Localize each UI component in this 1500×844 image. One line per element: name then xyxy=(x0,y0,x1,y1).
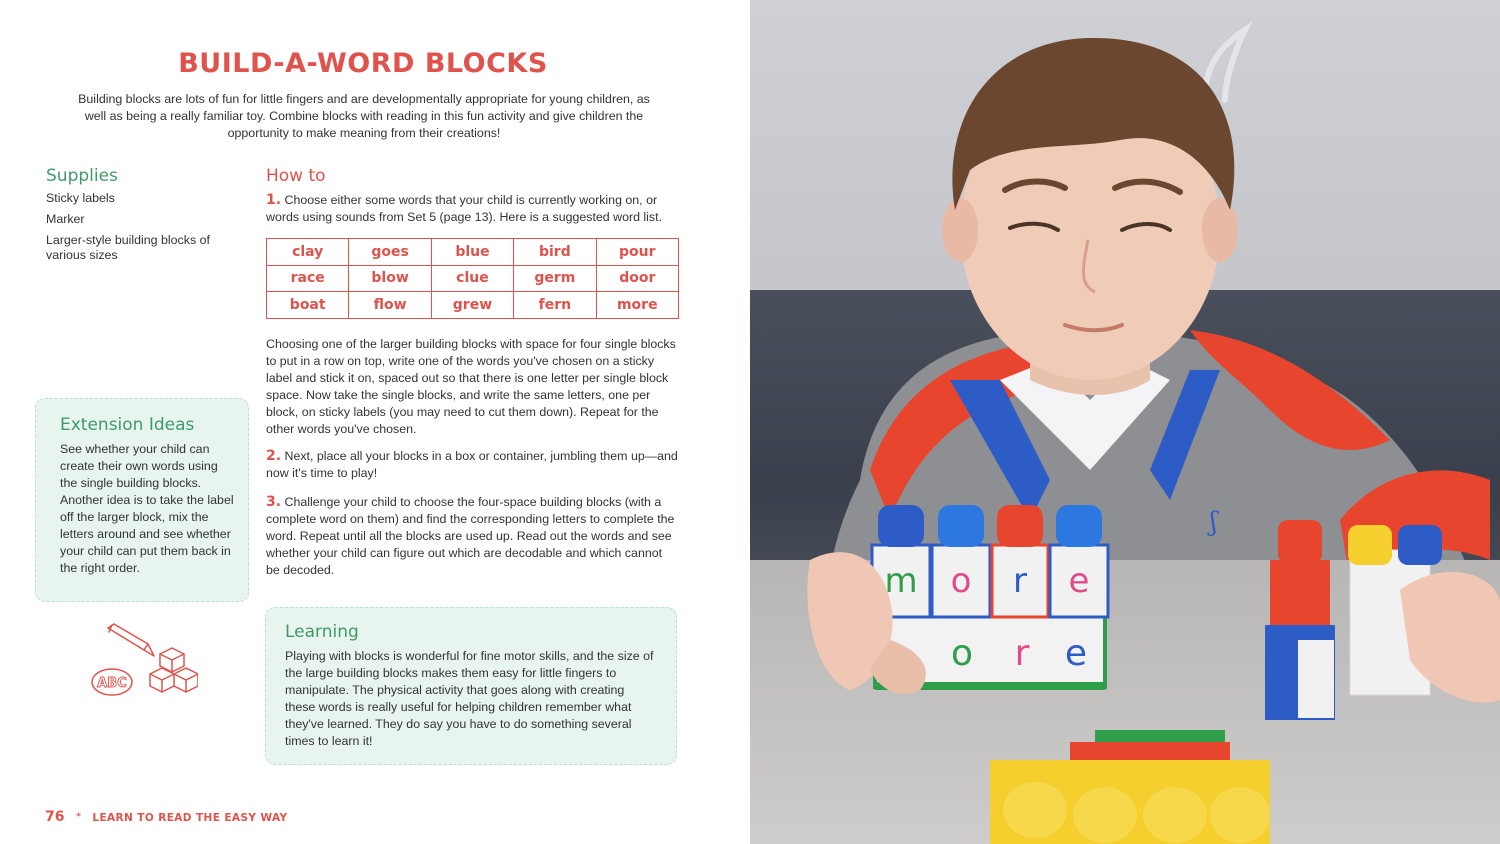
table-row xyxy=(267,239,679,266)
block-letter: r xyxy=(1014,633,1030,674)
block-letter: e xyxy=(1064,633,1088,674)
page-footer xyxy=(45,806,288,825)
word-cell: blow xyxy=(349,265,431,292)
word-cell: flow xyxy=(349,292,431,319)
supplies-heading: Supplies xyxy=(46,166,118,186)
block-letter: e xyxy=(1068,561,1090,601)
step-text: Next, place all your blocks in a box or container, jumbling them up—and now it's time to play! xyxy=(266,449,678,480)
step-3 xyxy=(266,494,678,579)
howto-heading: How to xyxy=(266,166,326,186)
word-cell: fern xyxy=(514,292,596,319)
block-letter: o xyxy=(950,633,974,674)
intro-paragraph: Building blocks are lots of fun for little fingers and are developmentally appropriate for young children, as well as being a really familiar toy. Combine blocks with reading in this fun activity and give children the opportunity to make meaning from their creations! xyxy=(78,92,650,140)
pen-and-blocks-doodle-icon xyxy=(88,620,198,700)
word-cell: door xyxy=(596,265,678,292)
photo-page xyxy=(750,0,1500,844)
table-row xyxy=(267,265,679,292)
page-title: BUILD-A-WORD BLOCKS xyxy=(178,48,548,79)
step-text: Challenge your child to choose the four-space building blocks (with a complete word on them) and find the corresponding letters to complete the word. Repeat until all the blocks are used up. Read out the words and see whether your child can figure out which are decodable and which cannot be decoded. xyxy=(266,495,675,577)
word-cell: pour xyxy=(596,239,678,266)
supply-item: Larger-style building blocks of various sizes xyxy=(46,233,210,262)
footer-star-icon: * xyxy=(76,812,81,822)
supply-item: Marker xyxy=(46,212,85,226)
step-number: 1. xyxy=(266,192,282,208)
word-cell: bird xyxy=(514,239,596,266)
howto-section xyxy=(266,166,678,319)
block-letter: o xyxy=(950,561,972,601)
word-cell: race xyxy=(267,265,349,292)
blocks-illustration xyxy=(750,0,1500,844)
page-number: 76 xyxy=(45,809,65,825)
word-cell: boat xyxy=(267,292,349,319)
word-list-table xyxy=(266,238,679,319)
blocks-paragraph: Choosing one of the larger building blocks with space for four single blocks to put in a row on top, write one of the words you've chosen on a sticky label and stick it on, spaced out so that there is one letter per single block space. Now take the single blocks, and write the same letters, one per block, on sticky labels (you may need to cut them down). Repeat for the other words you've chosen. xyxy=(266,337,676,436)
table-row xyxy=(267,292,679,319)
word-cell: goes xyxy=(349,239,431,266)
supplies-section xyxy=(46,166,236,269)
extension-text: See whether your child can create their own words using the single building blocks. Another idea is to take the label off the larger block, mix the letters around and see whether your child can put them back in the right order. xyxy=(60,442,234,575)
word-cell: blue xyxy=(431,239,513,266)
step-1 xyxy=(266,192,678,226)
block-letter: m xyxy=(884,561,918,601)
word-cell: more xyxy=(596,292,678,319)
word-cell: germ xyxy=(514,265,596,292)
learning-text: Playing with blocks is wonderful for fine motor skills, and the size of the large building blocks makes them easy for little fingers to manipulate. The physical activity that goes along with creating these words is really useful for helping children remember what they've learned. They do say you have to do something several times to learn it! xyxy=(285,649,654,748)
extension-heading: Extension Ideas xyxy=(60,415,195,435)
step-text: Choose either some words that your child is currently working on, or words using sounds from Set 5 (page 13). Here is a suggested word list. xyxy=(266,193,663,224)
book-title: LEARN TO READ THE EASY WAY xyxy=(92,812,288,824)
extension-ideas-box xyxy=(35,398,249,602)
step-number: 3. xyxy=(266,494,282,510)
step-2 xyxy=(266,448,678,482)
doodle-label: ABC xyxy=(97,676,127,691)
word-cell: clay xyxy=(267,239,349,266)
learning-box xyxy=(265,607,677,765)
learning-heading: Learning xyxy=(285,622,359,642)
word-cell: grew xyxy=(431,292,513,319)
word-cell: clue xyxy=(431,265,513,292)
svg-text:ʃ: ʃ xyxy=(1210,507,1218,537)
block-letter: r xyxy=(1013,561,1027,601)
step-number: 2. xyxy=(266,448,282,464)
supply-item: Sticky labels xyxy=(46,191,115,205)
